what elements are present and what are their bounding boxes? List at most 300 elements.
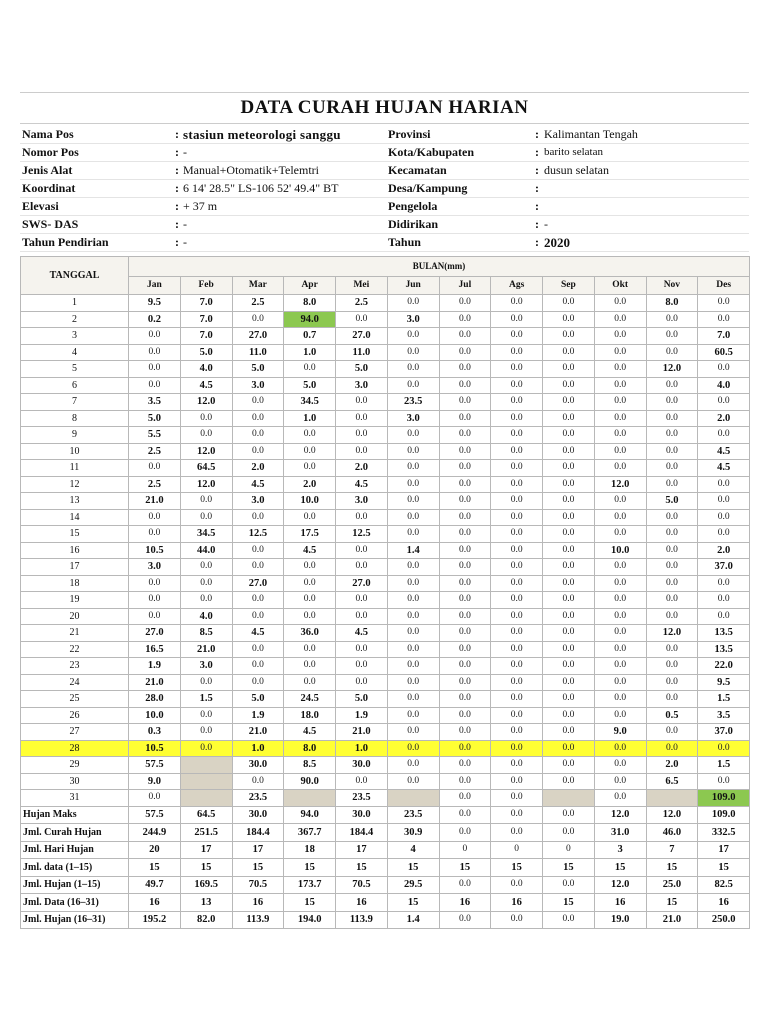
rain-cell: 0.0	[129, 790, 181, 807]
info-value: Kalimantan Tengah	[544, 127, 638, 141]
table-row	[21, 295, 750, 312]
rain-cell: 4.5	[336, 625, 388, 642]
rain-cell: 0.0	[387, 493, 439, 510]
rain-cell: 0.0	[646, 592, 698, 609]
rain-cell: 4.0	[698, 377, 750, 394]
rain-cell: 0.0	[491, 311, 543, 328]
rain-cell: 23.5	[336, 790, 388, 807]
rain-cell: 2.0	[232, 460, 284, 477]
rain-cell: 0.0	[439, 542, 491, 559]
day-cell: 23	[21, 658, 129, 675]
rain-cell: 0.0	[439, 790, 491, 807]
rain-cell: 0.0	[646, 443, 698, 460]
rain-cell: 16.5	[129, 641, 181, 658]
table-row	[21, 575, 750, 592]
day-cell: 28	[21, 740, 129, 757]
rain-cell: 0.0	[594, 526, 646, 543]
rain-cell: 0.0	[594, 509, 646, 526]
rain-cell: 0.0	[594, 295, 646, 312]
rain-cell: 0.0	[543, 460, 595, 477]
rain-cell	[180, 757, 232, 774]
rain-cell: 0.0	[232, 509, 284, 526]
rain-cell: 0.0	[180, 674, 232, 691]
rain-cell: 1.0	[232, 740, 284, 757]
rain-cell: 0.0	[543, 394, 595, 411]
rain-cell: 12.5	[336, 526, 388, 543]
rain-cell: 0.0	[491, 542, 543, 559]
rain-cell: 0.0	[543, 575, 595, 592]
month-header: Jun	[387, 277, 439, 295]
rain-cell: 0.0	[387, 757, 439, 774]
rain-cell: 6.5	[646, 773, 698, 790]
rain-cell: 0.0	[439, 394, 491, 411]
rain-cell: 0.0	[594, 691, 646, 708]
info-colon: :	[535, 181, 539, 195]
rain-cell: 3.0	[232, 493, 284, 510]
rain-cell: 0.0	[387, 559, 439, 576]
summary-cell: 1.4	[387, 911, 439, 929]
rain-cell: 0.0	[491, 790, 543, 807]
summary-cell: 64.5	[180, 806, 232, 824]
rain-cell: 0.0	[387, 377, 439, 394]
summary-cell: 15	[232, 859, 284, 877]
summary-row	[21, 824, 750, 842]
rain-cell: 0.0	[491, 509, 543, 526]
rain-cell: 0.0	[439, 377, 491, 394]
rain-cell: 11.0	[232, 344, 284, 361]
rain-cell: 0.0	[180, 592, 232, 609]
rain-cell: 3.0	[232, 377, 284, 394]
rain-cell: 1.5	[698, 757, 750, 774]
rain-cell: 0.0	[543, 427, 595, 444]
summary-cell: 0	[491, 841, 543, 859]
rain-cell: 12.0	[646, 361, 698, 378]
rain-cell: 0.0	[646, 542, 698, 559]
rain-cell: 0.0	[439, 460, 491, 477]
summary-cell: 82.0	[180, 911, 232, 929]
rain-cell: 0.0	[594, 674, 646, 691]
info-label: Tahun Pendirian	[22, 235, 109, 249]
info-colon: :	[535, 127, 539, 141]
table-row	[21, 740, 750, 757]
month-header: Sep	[543, 277, 595, 295]
rain-cell: 0.0	[646, 724, 698, 741]
rain-cell: 0.0	[284, 559, 336, 576]
rain-cell: 0.0	[129, 328, 181, 345]
rain-cell: 4.5	[698, 443, 750, 460]
summary-cell: 15	[543, 859, 595, 877]
info-colon: :	[175, 199, 179, 213]
rain-cell: 28.0	[129, 691, 181, 708]
rain-cell: 7.0	[180, 311, 232, 328]
rain-cell	[646, 790, 698, 807]
rain-cell: 0.0	[491, 740, 543, 757]
info-value: -	[183, 145, 187, 159]
summary-cell: 15	[646, 894, 698, 912]
table-row	[21, 757, 750, 774]
rain-cell: 0.0	[543, 592, 595, 609]
table-row	[21, 559, 750, 576]
summary-cell: 113.9	[336, 911, 388, 929]
table-row	[21, 493, 750, 510]
month-header: Ags	[491, 277, 543, 295]
rain-cell: 0.0	[387, 625, 439, 642]
rain-cell: 0.0	[594, 328, 646, 345]
rain-cell: 2.0	[698, 542, 750, 559]
table-row	[21, 724, 750, 741]
day-cell: 8	[21, 410, 129, 427]
day-cell: 9	[21, 427, 129, 444]
rain-cell: 0.0	[180, 740, 232, 757]
rain-cell: 0.0	[698, 427, 750, 444]
summary-cell: 94.0	[284, 806, 336, 824]
rain-cell: 0.0	[543, 773, 595, 790]
summary-cell: 19.0	[594, 911, 646, 929]
summary-cell: 113.9	[232, 911, 284, 929]
rain-cell: 10.5	[129, 740, 181, 757]
rain-cell: 0.0	[439, 509, 491, 526]
rain-cell: 8.0	[646, 295, 698, 312]
table-row	[21, 377, 750, 394]
day-cell: 19	[21, 592, 129, 609]
rain-cell: 0.0	[284, 361, 336, 378]
summary-row	[21, 894, 750, 912]
rain-cell: 0.0	[646, 740, 698, 757]
rain-cell: 12.0	[180, 394, 232, 411]
rain-cell: 3.0	[180, 658, 232, 675]
rain-cell: 0.0	[336, 542, 388, 559]
rain-cell: 0.0	[439, 361, 491, 378]
rain-cell: 34.5	[180, 526, 232, 543]
rain-cell: 3.0	[336, 377, 388, 394]
day-cell: 10	[21, 443, 129, 460]
rain-cell: 0.0	[387, 427, 439, 444]
rain-cell: 0.0	[284, 658, 336, 675]
rain-cell: 0.0	[387, 707, 439, 724]
summary-cell: 0.0	[439, 806, 491, 824]
rain-cell: 8.0	[284, 740, 336, 757]
rain-cell: 10.0	[284, 493, 336, 510]
rain-cell: 0.0	[491, 526, 543, 543]
rain-cell: 0.0	[698, 476, 750, 493]
rain-cell: 0.0	[594, 757, 646, 774]
rain-cell: 5.0	[336, 691, 388, 708]
rain-cell: 0.0	[336, 773, 388, 790]
rain-cell: 4.5	[336, 476, 388, 493]
rain-cell: 0.0	[336, 559, 388, 576]
rain-cell: 0.0	[491, 295, 543, 312]
rain-cell: 0.0	[439, 328, 491, 345]
rain-cell: 0.0	[284, 592, 336, 609]
table-row	[21, 608, 750, 625]
table-row	[21, 410, 750, 427]
day-cell: 14	[21, 509, 129, 526]
summary-cell: 16	[129, 894, 181, 912]
summary-cell: 15	[284, 894, 336, 912]
summary-cell: 169.5	[180, 876, 232, 894]
rain-cell: 1.0	[284, 410, 336, 427]
info-row	[20, 162, 749, 180]
rain-cell: 0.0	[387, 641, 439, 658]
summary-cell: 109.0	[698, 806, 750, 824]
rain-cell: 0.0	[594, 311, 646, 328]
rain-cell: 0.0	[232, 427, 284, 444]
rain-cell: 0.0	[232, 658, 284, 675]
rain-cell: 7.0	[698, 328, 750, 345]
rain-cell: 0.0	[387, 691, 439, 708]
rain-cell: 4.5	[180, 377, 232, 394]
page-title: DATA CURAH HUJAN HARIAN	[20, 92, 749, 123]
summary-cell: 195.2	[129, 911, 181, 929]
rain-cell: 0.0	[336, 311, 388, 328]
rain-cell: 0.0	[387, 509, 439, 526]
rain-cell: 0.0	[336, 509, 388, 526]
rain-cell: 0.0	[646, 526, 698, 543]
table-row	[21, 460, 750, 477]
rain-cell: 0.0	[284, 641, 336, 658]
rain-cell: 0.0	[646, 559, 698, 576]
rain-cell: 1.4	[387, 542, 439, 559]
summary-cell: 0.0	[543, 824, 595, 842]
rain-cell: 0.0	[232, 592, 284, 609]
summary-cell: 12.0	[594, 876, 646, 894]
rain-cell: 0.0	[439, 575, 491, 592]
info-colon: :	[175, 127, 179, 141]
rain-cell: 0.0	[543, 476, 595, 493]
rain-cell: 3.0	[387, 410, 439, 427]
rain-cell: 0.0	[232, 773, 284, 790]
day-cell: 18	[21, 575, 129, 592]
summary-cell: 0.0	[491, 911, 543, 929]
rain-cell: 0.0	[180, 724, 232, 741]
info-colon: :	[175, 163, 179, 177]
summary-cell: 15	[336, 859, 388, 877]
rain-cell: 18.0	[284, 707, 336, 724]
station-info	[20, 123, 749, 256]
info-label: Jenis Alat	[22, 163, 73, 177]
summary-cell: 3	[594, 841, 646, 859]
rain-cell: 27.0	[129, 625, 181, 642]
rain-cell: 0.0	[387, 575, 439, 592]
summary-cell: 0.0	[439, 876, 491, 894]
summary-cell: 0	[543, 841, 595, 859]
rain-cell: 23.5	[387, 394, 439, 411]
rain-cell: 44.0	[180, 542, 232, 559]
summary-cell: 17	[698, 841, 750, 859]
rain-cell: 9.5	[129, 295, 181, 312]
rainfall-table	[20, 256, 750, 929]
rain-cell: 0.0	[594, 773, 646, 790]
rain-cell: 2.5	[129, 476, 181, 493]
rain-cell: 90.0	[284, 773, 336, 790]
summary-label: Jml. Data (16–31)	[21, 894, 129, 912]
info-row	[20, 216, 749, 234]
rain-cell: 0.0	[491, 691, 543, 708]
info-row	[20, 126, 749, 144]
rain-cell: 0.0	[594, 740, 646, 757]
rain-cell: 0.0	[180, 509, 232, 526]
rain-cell: 0.0	[387, 476, 439, 493]
rain-cell: 0.0	[594, 361, 646, 378]
rain-cell: 1.0	[284, 344, 336, 361]
rain-cell: 0.0	[439, 707, 491, 724]
rain-cell: 0.0	[129, 592, 181, 609]
month-header: Feb	[180, 277, 232, 295]
rain-cell: 21.0	[180, 641, 232, 658]
rain-cell: 0.0	[594, 707, 646, 724]
rain-cell: 0.0	[129, 575, 181, 592]
summary-cell: 15	[646, 859, 698, 877]
table-row	[21, 526, 750, 543]
rain-cell: 0.0	[180, 427, 232, 444]
day-cell: 24	[21, 674, 129, 691]
rain-cell: 0.0	[698, 394, 750, 411]
rain-cell: 5.0	[232, 361, 284, 378]
rain-cell: 0.0	[543, 295, 595, 312]
info-colon: :	[175, 181, 179, 195]
rain-cell: 0.0	[387, 592, 439, 609]
rain-cell: 0.0	[336, 608, 388, 625]
rain-cell: 0.0	[439, 740, 491, 757]
summary-cell: 15	[129, 859, 181, 877]
rain-cell: 0.0	[543, 509, 595, 526]
summary-cell: 82.5	[698, 876, 750, 894]
summary-cell: 0.0	[439, 824, 491, 842]
summary-label: Jml. Hari Hujan	[21, 841, 129, 859]
table-row	[21, 773, 750, 790]
rain-cell: 3.0	[336, 493, 388, 510]
rain-cell: 0.0	[543, 344, 595, 361]
rain-cell	[543, 790, 595, 807]
rain-cell: 0.0	[491, 476, 543, 493]
summary-cell: 12.0	[594, 806, 646, 824]
summary-cell: 16	[491, 894, 543, 912]
rain-cell: 30.0	[336, 757, 388, 774]
rain-cell: 0.0	[491, 575, 543, 592]
rain-cell: 21.0	[129, 674, 181, 691]
rain-cell: 0.0	[180, 559, 232, 576]
summary-cell: 30.0	[336, 806, 388, 824]
info-label: Provinsi	[388, 127, 431, 141]
summary-cell: 15	[439, 859, 491, 877]
rain-cell: 0.0	[232, 394, 284, 411]
rain-cell: 0.0	[387, 740, 439, 757]
info-label: Tahun	[388, 235, 421, 249]
info-label: SWS- DAS	[22, 217, 79, 231]
day-cell: 5	[21, 361, 129, 378]
summary-label: Jml. Hujan (1–15)	[21, 876, 129, 894]
day-cell: 1	[21, 295, 129, 312]
rain-cell: 0.0	[491, 707, 543, 724]
table-row	[21, 592, 750, 609]
rain-cell: 0.0	[336, 410, 388, 427]
rain-cell: 0.0	[646, 658, 698, 675]
rain-cell: 0.0	[439, 526, 491, 543]
rain-cell: 0.0	[387, 460, 439, 477]
rain-cell: 0.0	[646, 328, 698, 345]
rain-cell: 0.0	[543, 559, 595, 576]
info-colon: :	[535, 163, 539, 177]
rain-cell: 5.0	[232, 691, 284, 708]
rain-cell: 3.0	[387, 311, 439, 328]
summary-label: Hujan Maks	[21, 806, 129, 824]
summary-cell: 29.5	[387, 876, 439, 894]
info-label: Nama Pos	[22, 127, 74, 141]
rain-cell: 0.0	[129, 509, 181, 526]
rain-cell: 0.0	[387, 344, 439, 361]
rain-cell	[180, 790, 232, 807]
day-cell: 17	[21, 559, 129, 576]
info-row	[20, 144, 749, 162]
rain-cell: 0.0	[646, 460, 698, 477]
table-row	[21, 344, 750, 361]
rain-cell: 0.0	[646, 427, 698, 444]
rain-cell: 0.0	[387, 658, 439, 675]
rain-cell: 21.0	[336, 724, 388, 741]
summary-cell: 0.0	[491, 824, 543, 842]
rain-cell: 0.0	[543, 625, 595, 642]
info-value: Manual+Otomatik+Telemtri	[183, 163, 319, 177]
rain-cell: 0.0	[129, 361, 181, 378]
rain-cell: 0.0	[646, 575, 698, 592]
rain-cell: 0.0	[543, 328, 595, 345]
summary-cell: 17	[232, 841, 284, 859]
rain-cell: 2.5	[336, 295, 388, 312]
info-colon: :	[535, 199, 539, 213]
summary-label: Jml. data (1–15)	[21, 859, 129, 877]
summary-label: Jml. Curah Hujan	[21, 824, 129, 842]
rain-cell: 0.3	[129, 724, 181, 741]
summary-cell: 31.0	[594, 824, 646, 842]
summary-cell: 70.5	[232, 876, 284, 894]
summary-cell: 0.0	[439, 911, 491, 929]
day-cell: 31	[21, 790, 129, 807]
rain-cell: 21.0	[232, 724, 284, 741]
summary-cell: 0.0	[491, 806, 543, 824]
rain-cell: 27.0	[336, 328, 388, 345]
day-cell: 11	[21, 460, 129, 477]
info-value: -	[544, 217, 548, 231]
summary-cell: 244.9	[129, 824, 181, 842]
rain-cell: 0.0	[439, 608, 491, 625]
rain-cell: 0.0	[232, 311, 284, 328]
rain-cell: 0.0	[491, 493, 543, 510]
rain-cell: 7.0	[180, 328, 232, 345]
rain-cell: 27.0	[232, 575, 284, 592]
rain-cell: 64.5	[180, 460, 232, 477]
rain-cell	[387, 790, 439, 807]
summary-cell: 0.0	[491, 876, 543, 894]
summary-cell: 30.9	[387, 824, 439, 842]
rain-cell: 0.0	[387, 724, 439, 741]
rain-cell: 0.0	[543, 361, 595, 378]
table-row	[21, 641, 750, 658]
rain-cell: 0.0	[439, 674, 491, 691]
rain-cell: 34.5	[284, 394, 336, 411]
rain-cell: 0.0	[543, 757, 595, 774]
rain-cell: 0.0	[232, 674, 284, 691]
rain-cell: 0.0	[491, 658, 543, 675]
rain-cell: 0.0	[543, 658, 595, 675]
summary-cell: 184.4	[336, 824, 388, 842]
month-header: Nov	[646, 277, 698, 295]
info-row	[20, 180, 749, 198]
summary-cell: 16	[439, 894, 491, 912]
rain-cell: 4.5	[232, 476, 284, 493]
rain-cell: 0.0	[543, 443, 595, 460]
rain-cell: 5.0	[180, 344, 232, 361]
info-value: barito selatan	[544, 146, 603, 158]
